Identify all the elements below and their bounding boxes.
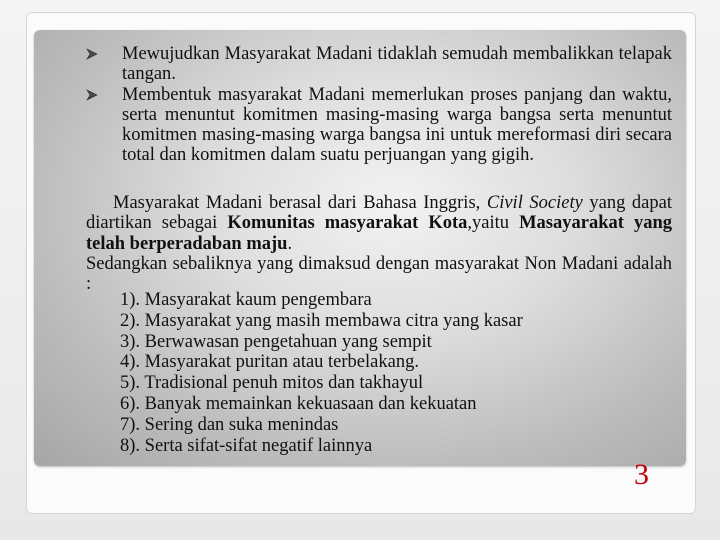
list-item: 1). Masyarakat kaum pengembara — [120, 290, 372, 310]
list-item: 2). Masyarakat yang masih membawa citra yang kasar — [120, 310, 523, 331]
definition-text-part: yang dapat diartikan sebagai — [86, 193, 672, 234]
list-item: 3). Berwawasan pengetahuan yang sempit — [120, 331, 432, 352]
definition-text-part: . — [287, 233, 293, 254]
arrowhead-bullet-icon — [86, 89, 98, 101]
berperadaban-term: Masayarakat yang telah berperadaban maju — [86, 213, 672, 254]
non-madani-intro: Sedangkan sebaliknya yang dimaksud dengan masyarakat Non Madani adalah : — [86, 253, 672, 295]
list-item: 4). Masyarakat puritan atau terbelakang. — [120, 352, 419, 373]
definition-paragraph — [86, 193, 672, 294]
komunitas-term: Komunitas masyarakat Kota — [227, 213, 468, 234]
definition-text-part: Masyarakat Madani berasal dari Bahasa Inggris, — [113, 193, 487, 213]
bullet-list — [86, 44, 672, 166]
definition-text — [86, 193, 672, 254]
non-madani-list — [120, 290, 640, 456]
list-item: 5). Tradisional penuh mitos dan takhayul — [120, 373, 424, 394]
definition-text-part: ,yaitu — [467, 213, 520, 234]
civil-society-term: Civil Society — [486, 193, 583, 213]
arrowhead-bullet-icon — [86, 48, 98, 60]
page-number: 3 — [634, 458, 649, 491]
list-item: 7). Sering dan suka menindas — [120, 414, 339, 435]
bullet-text: Mewujudkan Masyarakat Madani tidaklah semudah membalikkan telapak tangan. — [122, 44, 672, 85]
bullet-text: Membentuk masyarakat Madani memerlukan proses panjang dan waktu, serta menuntut komitmen masing-masing warga bangsa serta menuntut komitmen masing-masing warga bangsa ini untuk mereformasi diri secara total dan komitmen dalam suatu perjuangan yang gigih. — [122, 84, 672, 166]
bullet-item — [86, 85, 672, 166]
bullet-item — [86, 44, 672, 85]
list-item: 6). Banyak memainkan kekuasaan dan kekuatan — [120, 393, 477, 414]
list-item: 8). Serta sifat-sifat negatif lainnya — [120, 435, 373, 456]
